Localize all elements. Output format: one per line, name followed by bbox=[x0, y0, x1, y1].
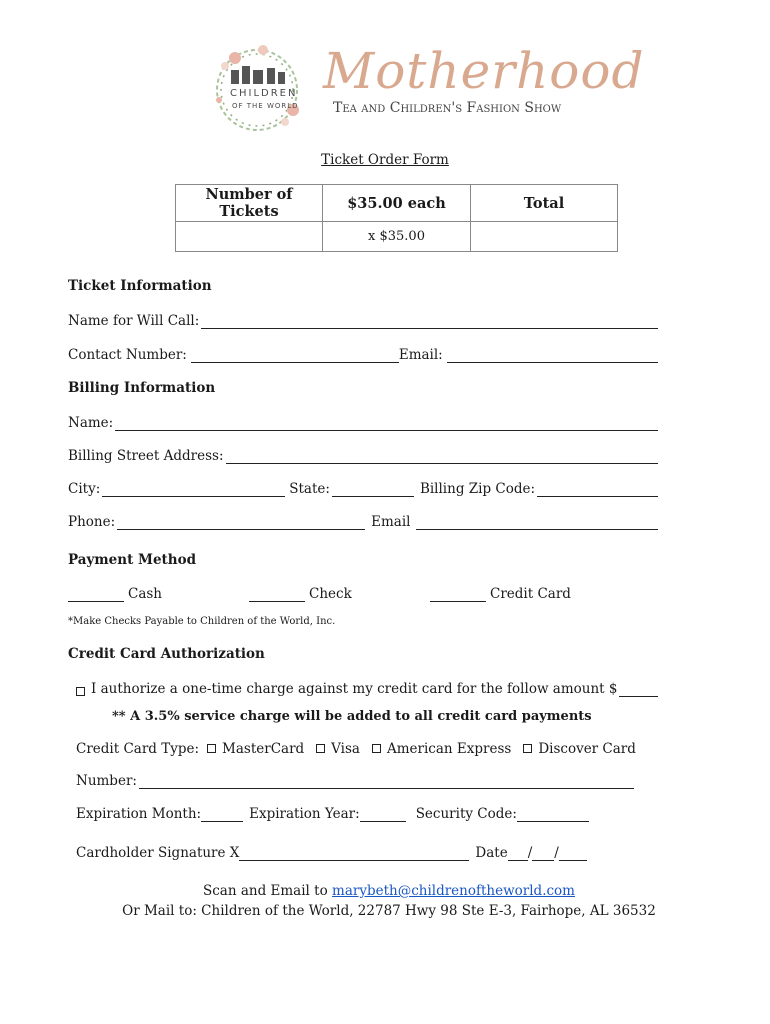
logo bbox=[205, 40, 645, 135]
visa-checkbox[interactable] bbox=[316, 744, 325, 753]
billing-city-field[interactable] bbox=[102, 482, 285, 497]
date-separator-1: / bbox=[527, 845, 533, 861]
number-of-tickets-cell[interactable] bbox=[176, 222, 323, 252]
security-code-label: Security Code: bbox=[415, 806, 517, 822]
billing-name-row bbox=[68, 415, 658, 431]
will-call-label: Name for Will Call: bbox=[68, 313, 200, 329]
credit-card-heading: Credit Card Authorization bbox=[68, 646, 265, 662]
header-price-each: $35.00 each bbox=[323, 185, 471, 222]
contact-email-label: Email: bbox=[398, 347, 443, 363]
billing-name-field[interactable] bbox=[115, 416, 658, 431]
form-title: Ticket Order Form bbox=[321, 152, 449, 168]
date-separator-2: / bbox=[554, 845, 559, 861]
will-call-row bbox=[68, 313, 658, 329]
header-number-of-tickets: Number of Tickets bbox=[176, 185, 323, 222]
card-number-field[interactable] bbox=[139, 774, 634, 789]
card-type-label: Credit Card Type: bbox=[76, 741, 200, 757]
security-code-field[interactable] bbox=[517, 807, 589, 822]
expiration-row bbox=[76, 806, 589, 822]
authorize-amount-field[interactable] bbox=[619, 682, 658, 697]
check-blank[interactable] bbox=[249, 587, 305, 602]
billing-city-label: City: bbox=[68, 481, 101, 497]
discover-label: Discover Card bbox=[538, 741, 636, 757]
billing-phone-label: Phone: bbox=[68, 514, 116, 530]
payment-option-check[interactable] bbox=[249, 586, 352, 602]
ticket-table-row bbox=[176, 222, 618, 252]
price-each-cell: x $35.00 bbox=[323, 222, 471, 252]
signature-row bbox=[76, 845, 587, 861]
billing-name-label: Name: bbox=[68, 415, 114, 431]
event-subtitle: Tea and Children's Fashion Show bbox=[333, 100, 562, 116]
scan-text: Scan and Email to bbox=[203, 883, 328, 899]
exp-month-field[interactable] bbox=[201, 807, 243, 822]
contact-email-field[interactable] bbox=[447, 348, 658, 363]
mastercard-label: MasterCard bbox=[222, 741, 305, 757]
will-call-field[interactable] bbox=[201, 314, 658, 329]
payment-heading: Payment Method bbox=[68, 552, 197, 568]
authorize-row bbox=[76, 681, 658, 697]
billing-email-label: Email bbox=[371, 514, 411, 530]
contact-email-link[interactable]: marybeth@childrenoftheworld.com bbox=[332, 883, 575, 899]
exp-year-field[interactable] bbox=[360, 807, 406, 822]
discover-checkbox[interactable] bbox=[523, 744, 532, 753]
billing-street-field[interactable] bbox=[226, 449, 658, 464]
org-name-line2: OF THE WORLD bbox=[232, 102, 299, 110]
contact-row bbox=[68, 347, 658, 363]
credit-card-label: Credit Card bbox=[490, 586, 571, 602]
event-title: Motherhood bbox=[323, 42, 645, 100]
credit-card-blank[interactable] bbox=[430, 587, 486, 602]
footer-scan-line bbox=[0, 883, 770, 899]
total-cell[interactable] bbox=[471, 222, 618, 252]
billing-zip-field[interactable] bbox=[537, 482, 658, 497]
ticket-info-heading: Ticket Information bbox=[68, 278, 212, 294]
date-year-field[interactable] bbox=[559, 846, 587, 861]
authorize-checkbox[interactable] bbox=[76, 687, 85, 696]
date-label: Date bbox=[475, 845, 508, 861]
signature-label: Cardholder Signature X bbox=[76, 845, 240, 861]
payment-option-credit-card[interactable] bbox=[430, 586, 571, 602]
billing-city-row bbox=[68, 481, 658, 497]
mastercard-checkbox[interactable] bbox=[207, 744, 216, 753]
billing-email-field[interactable] bbox=[416, 515, 658, 530]
check-label: Check bbox=[309, 586, 352, 602]
card-number-row bbox=[76, 773, 634, 789]
footer-mail-line: Or Mail to: Children of the World, 22787 Hwy 98 Ste E-3, Fairhope, AL 36532 bbox=[122, 903, 656, 919]
contact-number-label: Contact Number: bbox=[68, 347, 187, 363]
billing-phone-row bbox=[68, 514, 658, 530]
billing-zip-label: Billing Zip Code: bbox=[419, 481, 536, 497]
header-total: Total bbox=[471, 185, 618, 222]
billing-heading: Billing Information bbox=[68, 380, 216, 396]
exp-year-label: Expiration Year: bbox=[249, 806, 360, 822]
org-name-line1: CHILDREN bbox=[230, 88, 298, 99]
contact-number-field[interactable] bbox=[191, 348, 399, 363]
service-charge-note: ** A 3.5% service charge will be added to all credit card payments bbox=[112, 709, 592, 724]
billing-street-label: Billing Street Address: bbox=[68, 448, 224, 464]
date-day-field[interactable] bbox=[532, 846, 554, 861]
checks-payable-note: *Make Checks Payable to Children of the World, Inc. bbox=[68, 616, 336, 627]
cash-blank[interactable] bbox=[68, 587, 124, 602]
card-type-row bbox=[76, 741, 636, 757]
billing-state-label: State: bbox=[289, 481, 330, 497]
american-express-label: American Express bbox=[386, 741, 512, 757]
billing-state-field[interactable] bbox=[332, 482, 414, 497]
visa-label: Visa bbox=[331, 741, 360, 757]
ticket-table-header bbox=[176, 185, 618, 222]
card-number-label: Number: bbox=[76, 773, 137, 789]
american-express-checkbox[interactable] bbox=[372, 744, 381, 753]
billing-street-row bbox=[68, 448, 658, 464]
authorize-text: I authorize a one-time charge against my credit card for the follow amount $ bbox=[91, 681, 618, 697]
billing-phone-field[interactable] bbox=[117, 515, 365, 530]
exp-month-label: Expiration Month: bbox=[76, 806, 202, 822]
date-month-field[interactable] bbox=[508, 846, 528, 861]
payment-option-cash[interactable] bbox=[68, 586, 162, 602]
signature-field[interactable] bbox=[239, 846, 469, 861]
cash-label: Cash bbox=[128, 586, 163, 602]
ticket-table bbox=[175, 184, 618, 252]
